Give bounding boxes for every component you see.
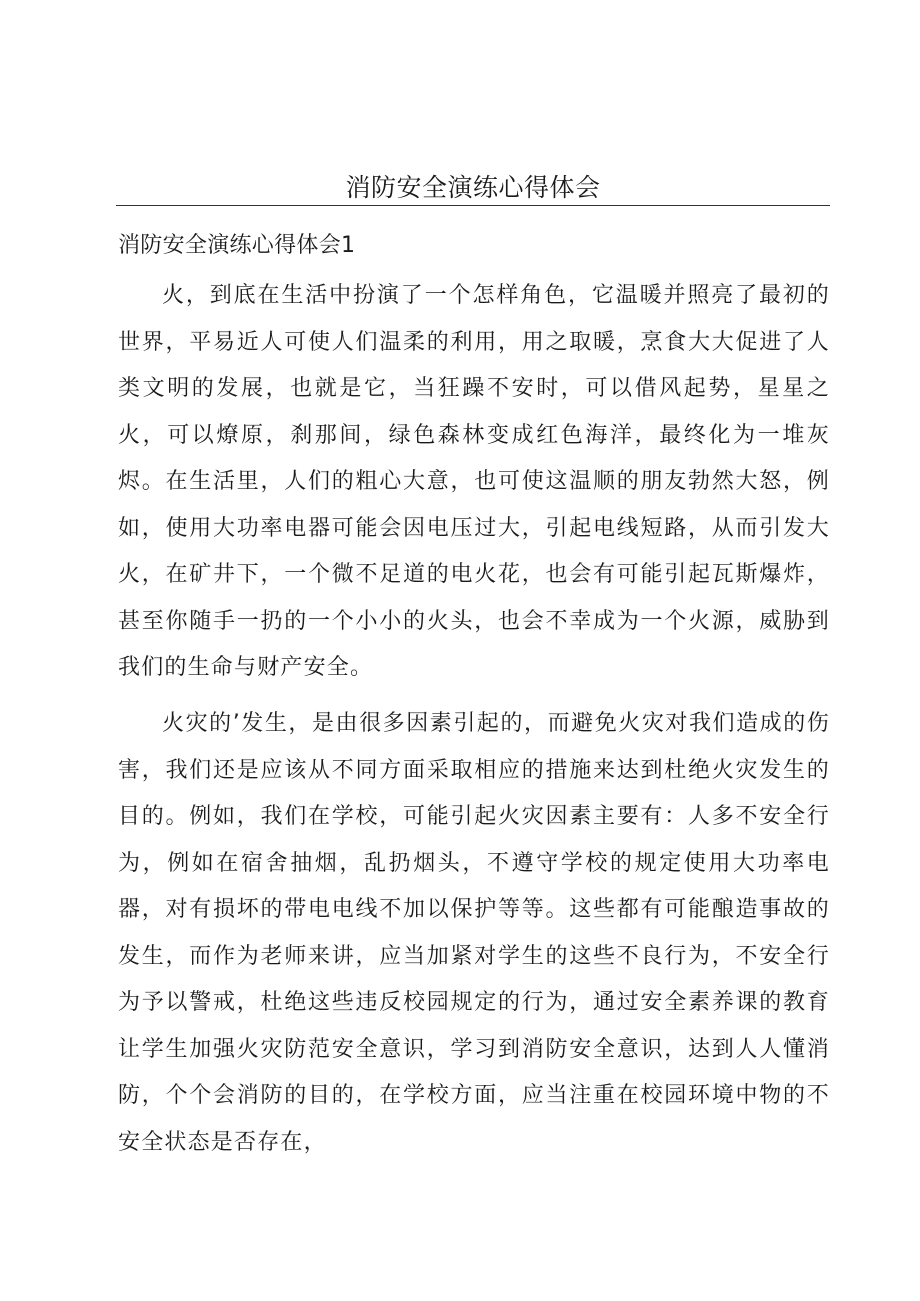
paragraph-1: 火，到底在生活中扮演了一个怎样角色，它温暖并照亮了最初的世界，平易近人可使人们温柔的利用，用之取暖，烹食大大促进了人类文明的发展，也就是它，当狂躁不安时，可以借风起势，星星之火，可以燎原，刹那间，绿色森林变成红色海洋，最终化为一堆灰烬。在生活里，人们的粗心大意，也可使这温顺的朋友勃然大怒，例如，使用大功率电器可能会因电压过大，引起电线短路，从而引发大火，在矿井下，一个微不足道的电火花，也会有可能引起瓦斯爆炸，甚至你随手一扔的一个小小的火头，也会不幸成为一个火源，威胁到我们的生命与财产安全。	[118, 283, 830, 680]
paragraph-2: 火灾的’发生，是由很多因素引起的，而避免火灾对我们造成的伤害，我们还是应该从不同方面采取相应的措施来达到杜绝火灾发生的目的。例如，我们在学校，可能引起火灾因素主要有：人多不安全行为，例如在宿舍抽烟，乱扔烟头，不遵守学校的规定使用大功率电器，对有损坏的带电电线不加以保护等等。这些都有可能酿造事故的发生，而作为老师来讲，应当加紧对学生的这些不良行为，不安全行为予以警戒，杜绝这些违反校园规定的行为，通过安全素养课的教育让学生加强火灾防范安全意识，学习到消防安全意识，达到人人懂消防，个个会消防的目的，在学校方面，应当注重在校园环境中物的不安全状态是否存在，	[118, 711, 830, 1155]
section-heading: 消防安全演练心得体会1	[118, 233, 356, 258]
title-divider	[116, 205, 830, 206]
document-title: 消防安全演练心得体会	[345, 173, 601, 202]
